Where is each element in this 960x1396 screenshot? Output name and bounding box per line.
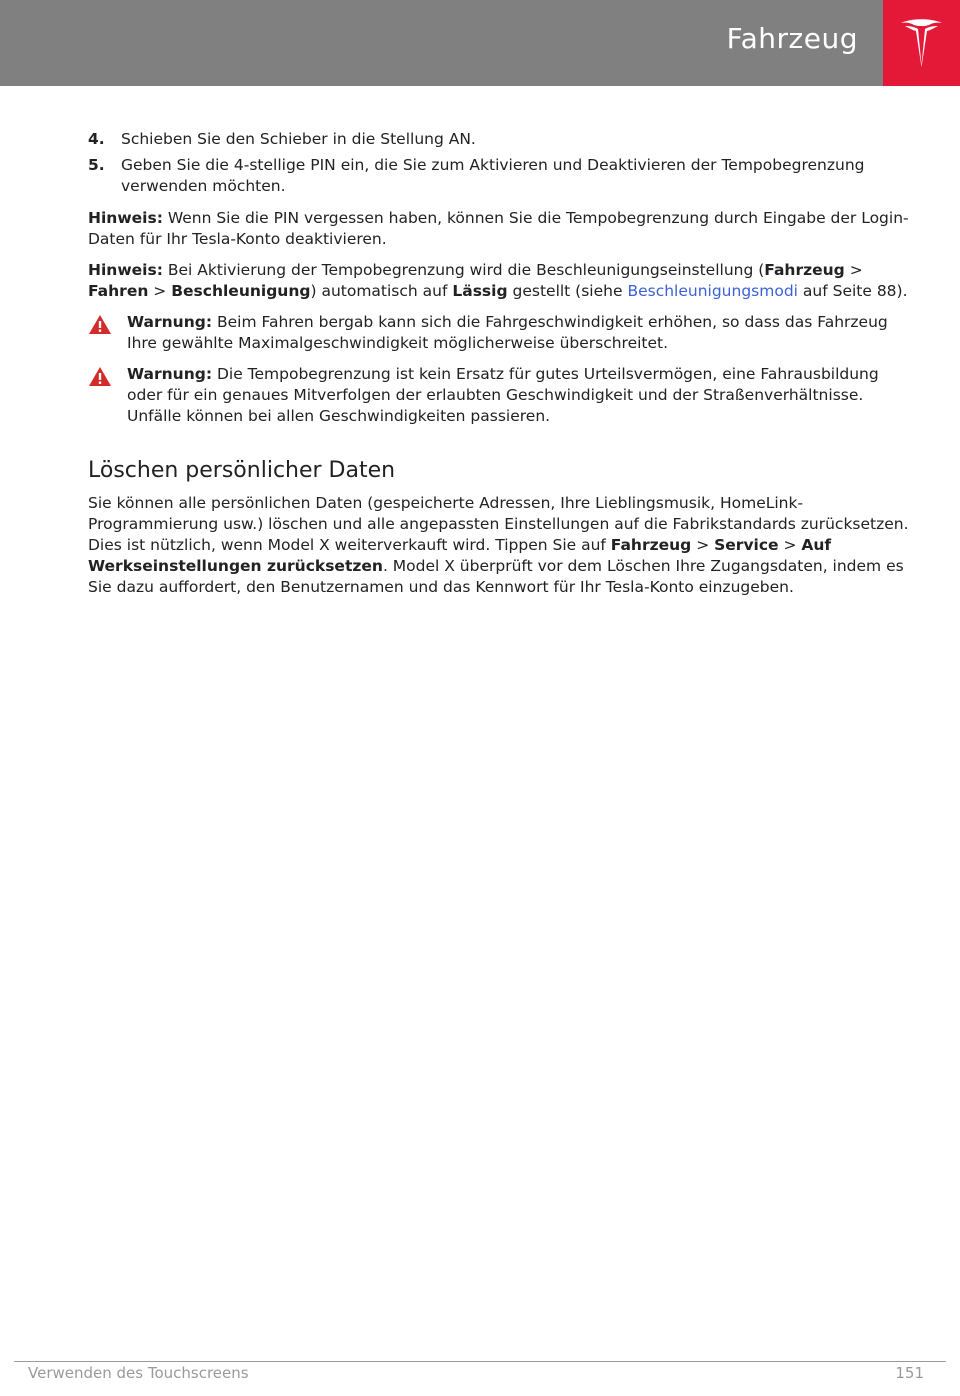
header-title: Fahrzeug xyxy=(726,22,858,55)
footer-page-number: 151 xyxy=(895,1364,924,1382)
menu-path-service: Service xyxy=(714,536,779,554)
note-text: gestellt (siehe xyxy=(507,282,628,300)
warning-text: Beim Fahren bergab kann sich die Fahrgeschwindigkeit erhöhen, so dass das Fahrzeug Ihre gewählte Maximalgeschwindigkeit möglicherweise überschreitet. xyxy=(127,313,888,352)
warning-label: Warnung: xyxy=(127,365,213,383)
note-text: ) automatisch auf xyxy=(310,282,453,300)
logo-box xyxy=(883,0,960,86)
path-separator: > xyxy=(148,282,172,300)
link-beschleunigungsmodi[interactable]: Beschleunigungsmodi xyxy=(627,282,798,300)
path-separator: > xyxy=(691,536,715,554)
note-text: auf Seite 88). xyxy=(797,282,908,300)
step-text: Schieben Sie den Schieber in die Stellung AN. xyxy=(121,130,476,148)
note-pin xyxy=(88,208,914,250)
step-text: Geben Sie die 4-stellige PIN ein, die Sie zum Aktivieren und Deaktivieren der Tempobegrenzung verwenden möchten. xyxy=(121,156,865,195)
warning-triangle-icon xyxy=(88,314,112,335)
step-item xyxy=(88,155,914,197)
step-number: 4. xyxy=(88,130,105,148)
menu-path-fahrzeug: Fahrzeug xyxy=(764,261,845,279)
warning-triangle-icon xyxy=(88,366,112,387)
menu-path-beschleunigung: Beschleunigung xyxy=(171,282,311,300)
page-content xyxy=(88,129,914,608)
path-separator: > xyxy=(844,261,863,279)
page-header xyxy=(0,0,960,86)
menu-path-fahren: Fahren xyxy=(88,282,149,300)
section-paragraph xyxy=(88,493,914,598)
path-separator: > xyxy=(778,536,802,554)
footer-section-title: Verwenden des Touchscreens xyxy=(28,1364,249,1382)
note-acceleration xyxy=(88,260,914,302)
note-text: Wenn Sie die PIN vergessen haben, können Sie die Tempobegrenzung durch Eingabe der Login-Daten für Ihr Tesla-Konto deaktivieren. xyxy=(88,209,909,248)
warning-label: Warnung: xyxy=(127,313,213,331)
section-heading: Löschen persönlicher Daten xyxy=(88,458,396,483)
warning-text: Die Tempobegrenzung ist kein Ersatz für gutes Urteilsvermögen, eine Fahrausbildung oder für ein genaues Mitverfolgen der erlaubten Geschwindigkeit und der Straßenverhältnisse. Unfälle können bei allen Geschwindigkeiten passieren. xyxy=(127,365,879,425)
note-label: Hinweis: xyxy=(88,209,163,227)
menu-path-reset: Auf Werkseinstellungen zurücksetzen xyxy=(88,536,832,575)
warning-judgement xyxy=(88,364,914,427)
footer-divider xyxy=(14,1361,946,1362)
tesla-logo-icon xyxy=(899,17,944,69)
setting-laessig: Lässig xyxy=(452,282,508,300)
step-item xyxy=(88,129,914,150)
warning-downhill xyxy=(88,312,914,354)
step-number: 5. xyxy=(88,156,105,174)
note-label: Hinweis: xyxy=(88,261,163,279)
section-text: Sie können alle persönlichen Daten (gespeicherte Adressen, Ihre Lieblingsmusik, HomeLink-Programmierung usw.) löschen und alle angepassten Einstellungen auf die Fabrikstandards zurücksetzen. Dies ist nützlich, wenn Model X weiterverkauft wird. Tippen Sie auf xyxy=(88,494,909,554)
note-text: Bei Aktivierung der Tempobegrenzung wird die Beschleunigungseinstellung ( xyxy=(162,261,765,279)
menu-path-fahrzeug: Fahrzeug xyxy=(610,536,692,554)
section-text: . Model X überprüft vor dem Löschen Ihre Zugangsdaten, indem es Sie dazu auffordert, den Benutzernamen und das Kennwort für Ihr Tesla-Konto einzugeben. xyxy=(88,557,904,596)
